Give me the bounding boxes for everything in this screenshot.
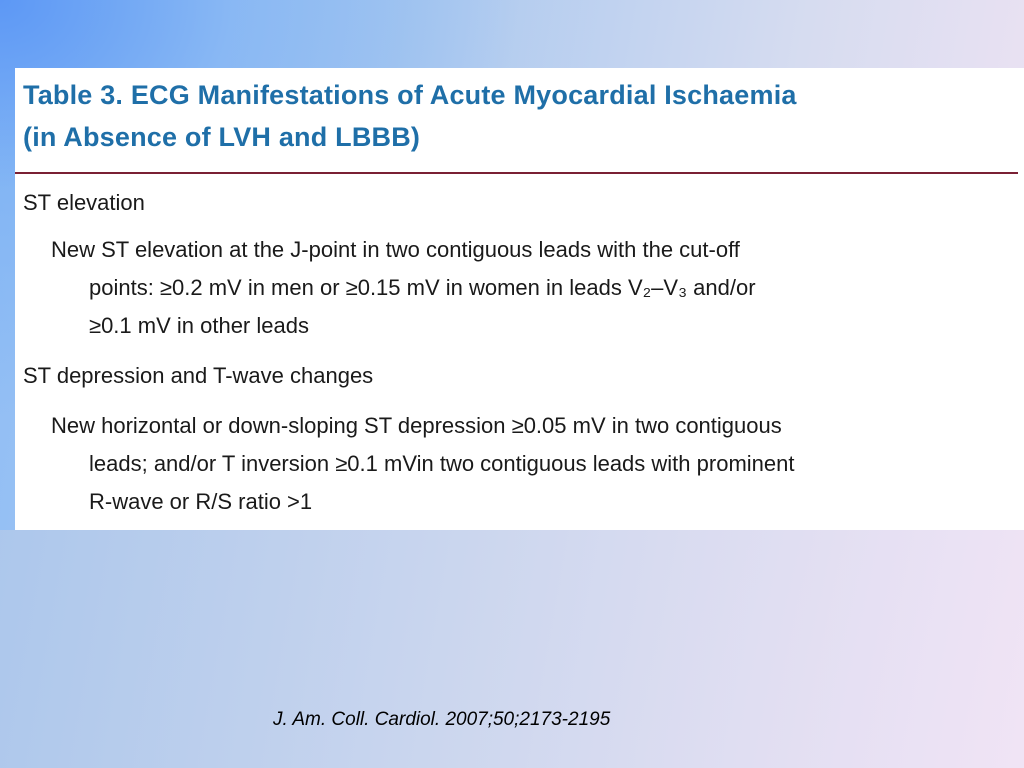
section-heading-st-depression: ST depression and T-wave changes [23,363,374,388]
citation: J. Am. Coll. Cardiol. 2007;50;2173-2195 [273,709,611,730]
table-title-line-1: Table 3. ECG Manifestations of Acute Myocardial Ischaemia [23,80,797,110]
section-heading-st-elevation: ST elevation [23,190,145,215]
title-divider [15,172,1018,174]
section-item-st-depression [51,407,1017,521]
st-depression-line-3: R-wave or R/S ratio >1 [89,489,313,514]
st-depression-line-2: leads; and/or T inversion ≥0.1 mVin two contiguous leads with prominent [89,451,795,476]
st-depression-line-1: New horizontal or down-sloping ST depression ≥0.05 mV in two contiguous [51,413,782,438]
st-elevation-line-2: points: ≥0.2 mV in men or ≥0.15 mV in women in leads V₂–V₃ and/or [89,275,756,300]
table-title-line-2: (in Absence of LVH and LBBB) [23,122,421,152]
section-item-st-elevation [51,231,1017,345]
st-elevation-line-1: New ST elevation at the J-point in two contiguous leads with the cut-off [51,237,740,262]
st-elevation-line-3: ≥0.1 mV in other leads [89,313,309,338]
table-title [23,74,1013,158]
table-panel [15,68,1024,530]
